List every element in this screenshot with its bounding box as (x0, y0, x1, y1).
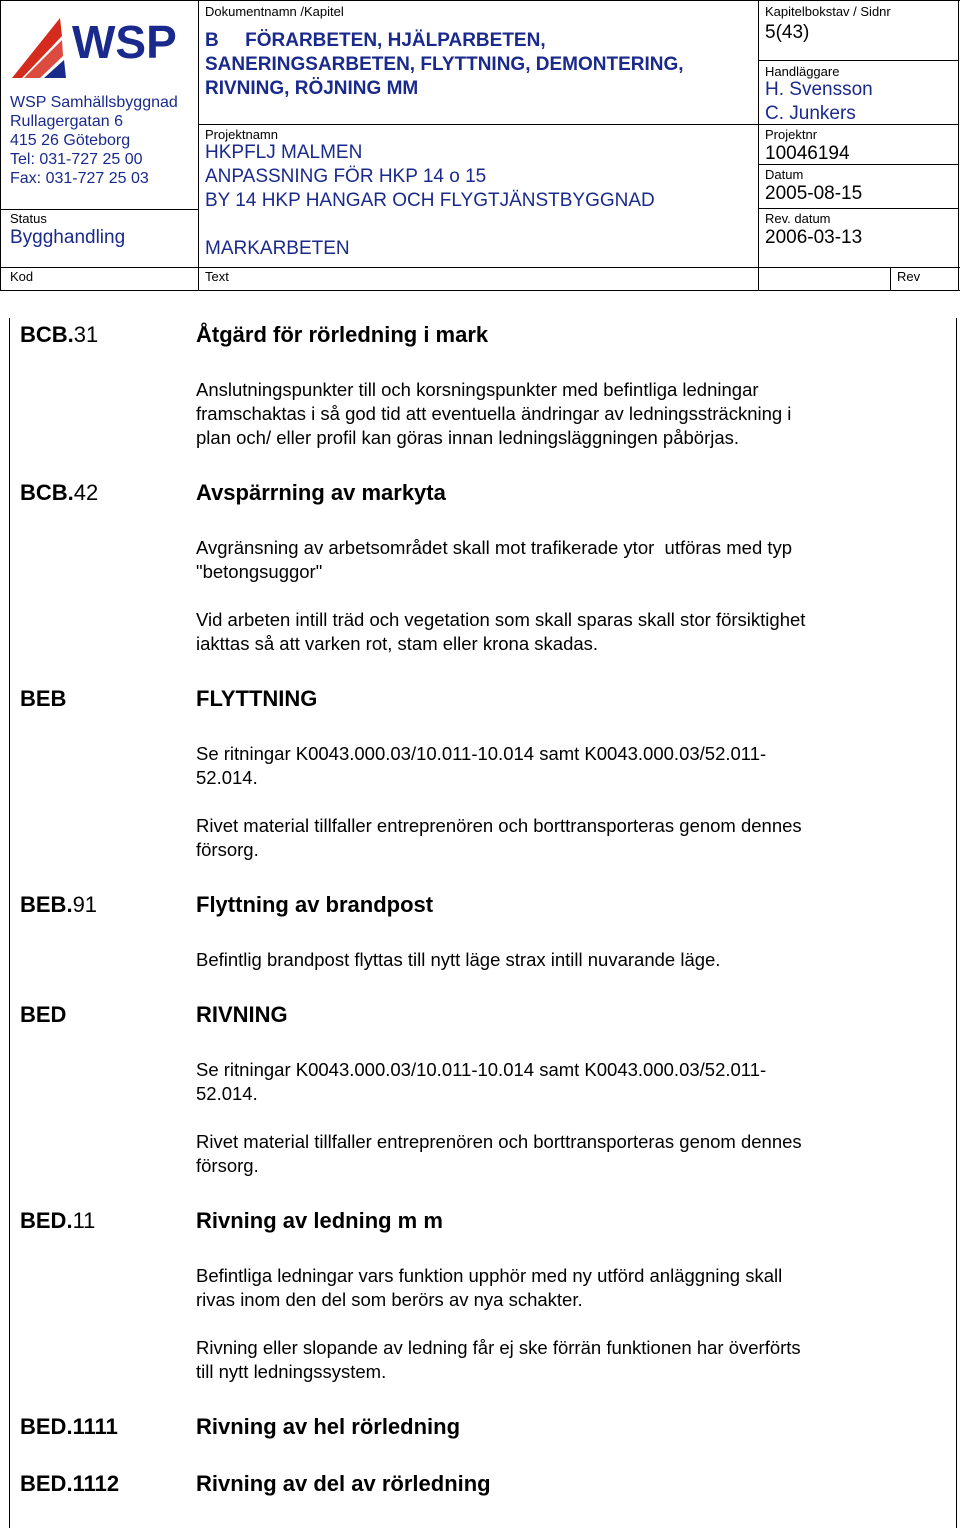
code-suffix: 42 (73, 480, 99, 505)
code-prefix: BED. (20, 1208, 73, 1233)
project-line: HKPFLJ MALMEN (205, 142, 363, 163)
text-line: iakttas så att varken rot, stam eller krona skadas. (196, 633, 599, 654)
section-heading-bed1112: Rivning av del av rörledning (196, 1471, 491, 1496)
text-line: Avgränsning av arbetsområdet skall mot trafikerade ytor utföras med typ (196, 537, 793, 558)
section-code-beb: BEB (20, 686, 67, 711)
section-text-bcb42-p2 (196, 608, 805, 656)
title-block-line-columns (0, 267, 960, 268)
text-line: Befintliga ledningar vars funktion upphör med ny utförd anläggning skall (196, 1265, 783, 1286)
title-block-border-left (0, 0, 1, 291)
title-block-divider-1 (198, 0, 199, 291)
logo-text: WSP (72, 16, 177, 68)
section-text-bed11-p1 (196, 1264, 782, 1312)
text-line: 52.014. (196, 767, 258, 788)
project-line: BY 14 HKP HANGAR OCH FLYGTJÄNSTBYGGNAD (205, 190, 655, 211)
section-code-beb91 (20, 892, 97, 918)
subproject: MARKARBETEN (205, 238, 350, 259)
section-code-bed11 (20, 1208, 95, 1234)
text-line: Rivning eller slopande av ledning får ej ske förrän funktionen har överförts (196, 1337, 801, 1358)
code-prefix: BED. (20, 1471, 73, 1496)
code-suffix: 11 (72, 1208, 96, 1233)
text-line: Se ritningar K0043.000.03/10.011-10.014 samt K0043.000.03/52.011- (196, 743, 767, 764)
text-line: "betongsuggor" (196, 561, 323, 582)
revision-date-value: 2006-03-13 (765, 227, 863, 248)
section-heading-beb91: Flyttning av brandpost (196, 892, 434, 917)
section-heading-bcb42: Avspärrning av markyta (196, 480, 446, 505)
text-line: Anslutningspunkter till och korsningspunkter med befintliga ledningar (196, 379, 759, 400)
section-text-bcb42-p1 (196, 536, 792, 584)
code-suffix: 91 (72, 892, 98, 917)
code-prefix: BEB. (20, 892, 73, 917)
document-label: Dokumentnamn /Kapitel (205, 4, 344, 19)
code-suffix: 1112 (72, 1471, 120, 1496)
wsp-logo-mark (10, 14, 190, 80)
text-line: försorg. (196, 839, 259, 860)
title-block (0, 0, 960, 291)
column-rev: Rev (897, 269, 921, 284)
title-block-line-date (758, 208, 958, 209)
text-line: till nytt ledningssystem. (196, 1361, 387, 1382)
date-value: 2005-08-15 (765, 183, 863, 204)
company-name: WSP Samhällsbyggnad (10, 94, 178, 111)
chapter-line: SANERINGSARBETEN, FLYTTNING, DEMONTERING, (205, 54, 684, 75)
section-code-bed: BED (20, 1002, 67, 1027)
title-block-line-page (758, 60, 958, 61)
code-suffix: 1111 (72, 1414, 118, 1439)
company-address (10, 93, 178, 188)
title-block-line-status (0, 209, 198, 210)
section-heading-bcb31: Åtgärd för rörledning i mark (196, 322, 489, 347)
status-value: Bygghandling (10, 227, 126, 248)
text-line: Rivet material tillfaller entreprenören och borttransporteras genom dennes (196, 815, 802, 836)
page-label: Kapitelbokstav / Sidnr (765, 4, 891, 19)
section-text-beb-p2 (196, 814, 802, 862)
section-text-bcb31 (196, 378, 791, 450)
chapter-line: RIVNING, RÖJNING MM (205, 78, 419, 99)
handler-label: Handläggare (765, 64, 840, 79)
status-label: Status (10, 211, 47, 226)
title-block-divider-2 (758, 0, 759, 291)
section-text-beb-p1 (196, 742, 766, 790)
wsp-logo (10, 14, 190, 80)
project-number: 10046194 (765, 143, 850, 164)
title-block-border-right (958, 0, 959, 291)
chapter-line: B FÖRARBETEN, HJÄLPARBETEN, (205, 30, 546, 51)
section-heading-beb: FLYTTNING (196, 686, 318, 711)
text-line: Rivet material tillfaller entreprenören och borttransporteras genom dennes (196, 1131, 802, 1152)
title-block-divider-rev (890, 267, 891, 291)
section-heading-bed: RIVNING (196, 1002, 288, 1027)
section-code-bed1112 (20, 1471, 119, 1497)
revision-date-label: Rev. datum (765, 211, 831, 226)
section-heading-bed11: Rivning av ledning m m (196, 1208, 443, 1233)
project-label: Projektnamn (205, 127, 278, 142)
text-line: försorg. (196, 1155, 259, 1176)
column-kod: Kod (10, 269, 34, 284)
text-line: rivas inom den del som berörs av nya schakter. (196, 1289, 583, 1310)
code-prefix: BED. (20, 1414, 73, 1439)
page-number: 5(43) (765, 22, 810, 43)
section-code-bcb31 (20, 322, 98, 348)
chapter-title (205, 29, 684, 101)
company-tel: Tel: 031-727 25 00 (10, 151, 143, 168)
code-prefix: BCB. (20, 322, 74, 347)
title-block-line-project (198, 124, 758, 125)
text-line: Vid arbeten intill träd och vegetation som skall sparas skall stor försiktighet (196, 609, 806, 630)
company-fax: Fax: 031-727 25 03 (10, 170, 149, 187)
text-line: Se ritningar K0043.000.03/10.011-10.014 samt K0043.000.03/52.011- (196, 1059, 767, 1080)
code-suffix: 31 (73, 322, 99, 347)
text-line: 52.014. (196, 1083, 258, 1104)
title-block-border-top (0, 0, 960, 1)
code-prefix: BCB. (20, 480, 74, 505)
text-line: plan och/ eller profil kan göras innan ledningsläggningen påbörjas. (196, 427, 740, 448)
company-city: 415 26 Göteborg (10, 132, 131, 149)
text-line: Befintlig brandpost flyttas till nytt läge strax intill nuvarande läge. (196, 949, 721, 970)
column-text: Text (205, 269, 229, 284)
project-name (205, 141, 655, 213)
date-label: Datum (765, 167, 804, 182)
project-line: ANPASSNING FÖR HKP 14 o 15 (205, 166, 487, 187)
section-text-bed-p2 (196, 1130, 802, 1178)
company-street: Rullagergatan 6 (10, 113, 123, 130)
text-line: framschaktas i så god tid att eventuella ändringar av ledningssträckning i (196, 403, 792, 424)
handler-2: C. Junkers (765, 103, 856, 124)
project-number-label: Projektnr (765, 127, 818, 142)
section-heading-bed1111: Rivning av hel rörledning (196, 1414, 461, 1439)
section-code-bcb42 (20, 480, 98, 506)
handler-1: H. Svensson (765, 79, 873, 100)
section-text-bed-p1 (196, 1058, 766, 1106)
section-text-bed11-p2 (196, 1336, 801, 1384)
section-text-beb91 (196, 948, 720, 972)
title-block-border-bottom (0, 290, 960, 291)
section-code-bed1111 (20, 1414, 118, 1440)
